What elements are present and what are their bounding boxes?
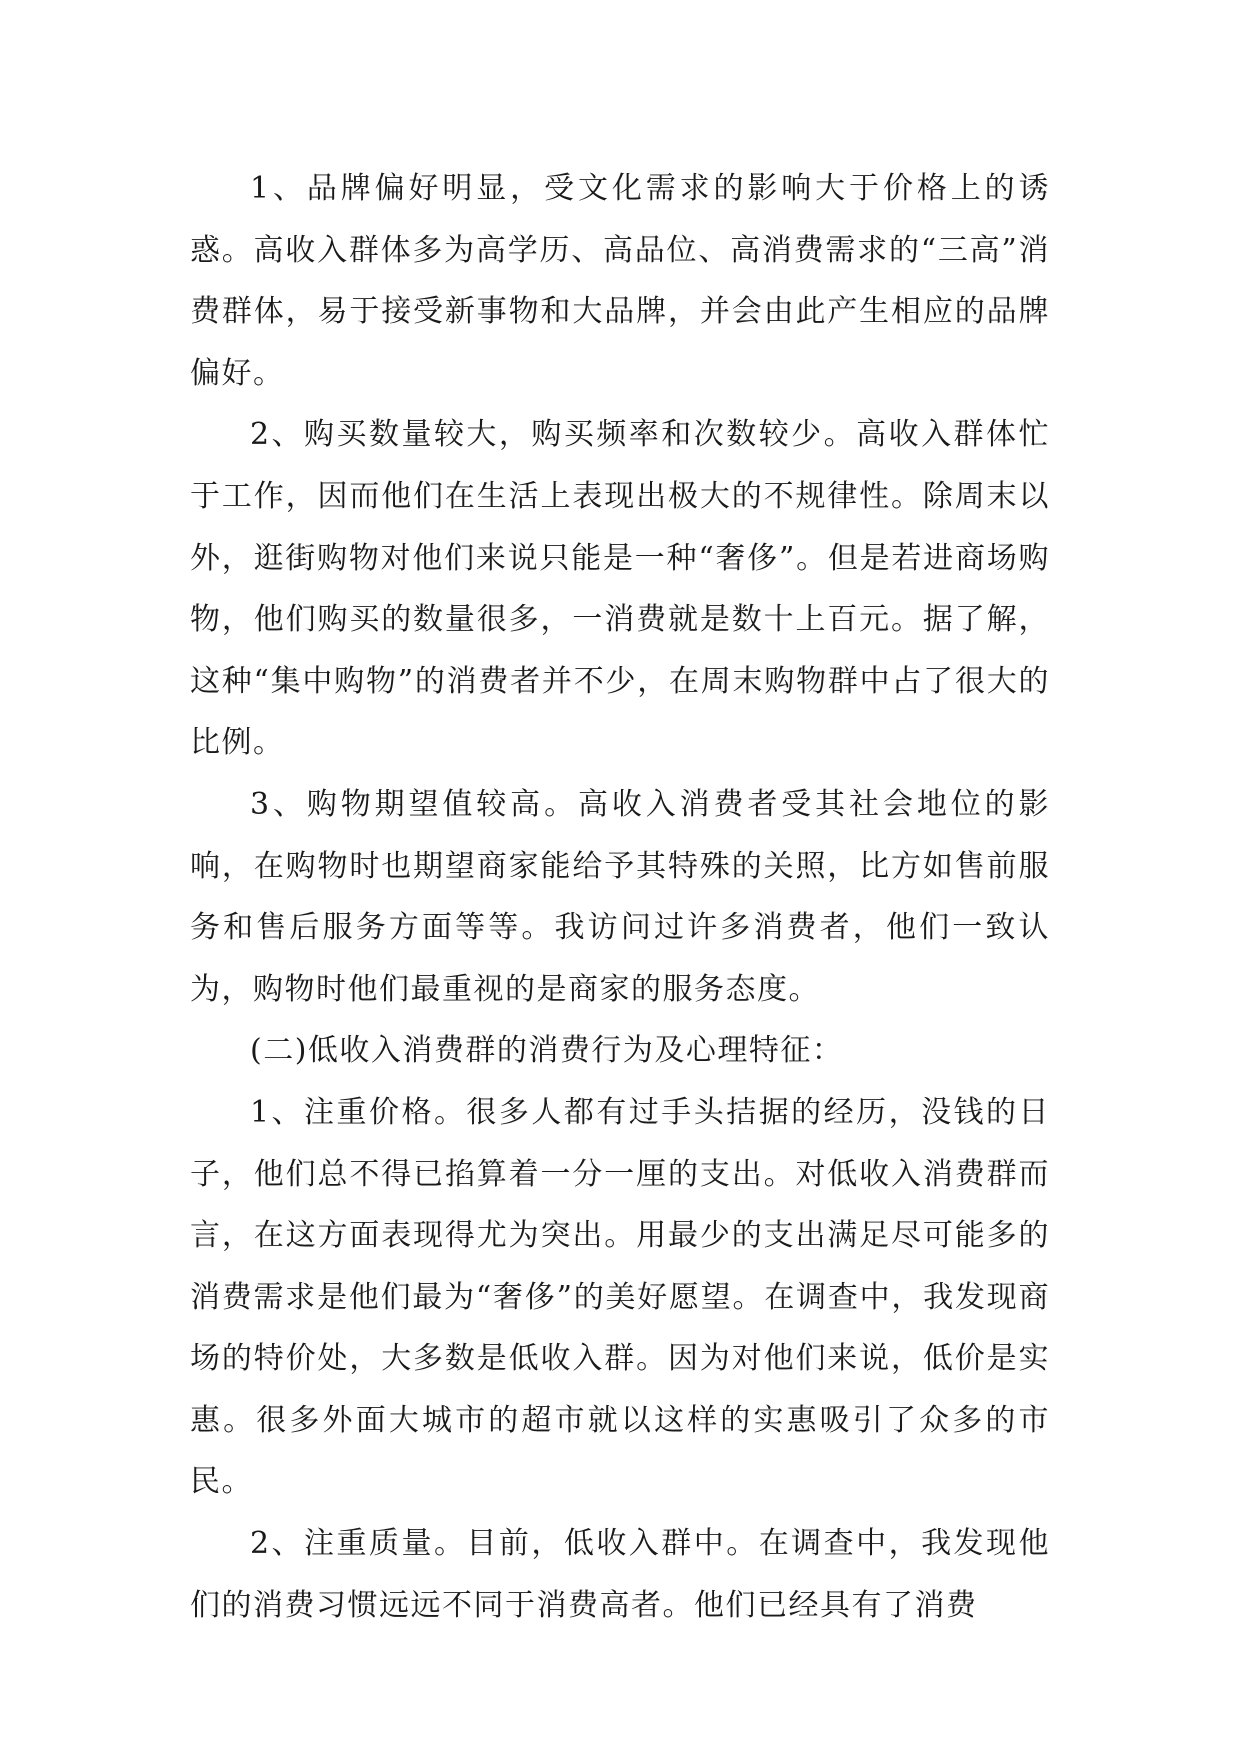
section-heading-low-income: (二)低收入消费群的消费行为及心理特征： [250, 1033, 844, 1069]
paragraph-high-income-purchase-quantity: 2、购买数量较大，购买频率和次数较少。高收入群体忙于工作，因而他们在生活上表现出极大的不规律性。除周末以外，逛街购物对他们来说只能是一种“奢侈”。但是若进商场购物，他们购买的数量很多，一消费就是数十上百元。据了解， 这种“集中购物”的消费者并不少，在周末购物群中占了很大的比例。 [190, 417, 1050, 761]
paragraph-low-income-quality: 2、注重质量。目前，低收入群中。在调查中，我发现他们的消费习惯远远不同于消费高者。他们已经具有了消费 [190, 1526, 1050, 1623]
paragraph-high-income-brand-preference: 1、品牌偏好明显，受文化需求的影响大于价格上的诱惑。高收入群体多为高学历、高品位、高消费需求的“三高”消费群体，易于接受新事物和大品牌，并会由此产生相应的品牌偏好。 [190, 171, 1050, 391]
paragraph-low-income-price: 1、注重价格。很多人都有过手头拮据的经历，没钱的日子，他们总不得已掐算着一分一厘的支出。对低收入消费群而言，在这方面表现得尤为突出。用最少的支出满足尽可能多的消费需求是他们最为“奢侈”的美好愿望。在调查中，我发现商场的特价处，大多数是低收入群。因为对他们来说，低价是实惠。很多外面大城市的超市就以这样的实惠吸引了众多的市民。 [190, 1094, 1050, 1500]
paragraph-high-income-expectations: 3、购物期望值较高。高收入消费者受其社会地位的影响，在购物时也期望商家能给予其特殊的关照，比方如售前服务和售后服务方面等等。我访问过许多消费者，他们一致认为，购物时他们最重视的是商家的服务态度。 [190, 786, 1050, 1007]
document-body [190, 158, 1050, 1636]
